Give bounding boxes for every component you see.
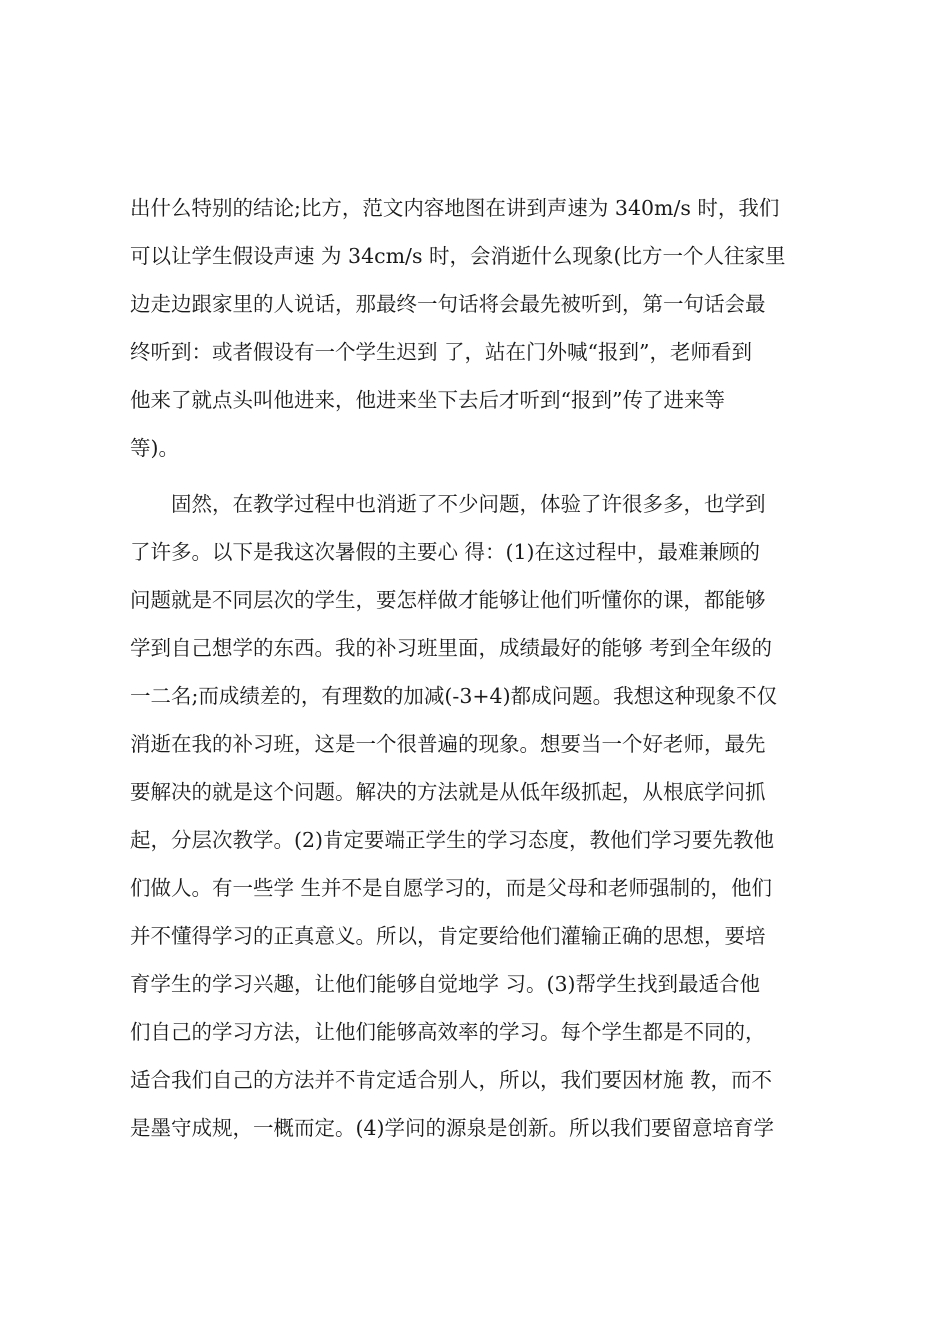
- text-line: 可以让学生假设声速 为 34cm/s 时，会消逝什么现象(比方一个人往家里: [130, 244, 786, 268]
- text-line: 出什么特别的结论;比方，范文内容地图在讲到声速为 340m/s 时，我们: [130, 196, 780, 220]
- text-line: 消逝在我的补习班，这是一个很普遍的现象。想要当一个好老师，最先: [130, 732, 766, 756]
- text-line: 们自己的学习方法，让他们能够高效率的学习。每个学生都是不同的，: [130, 1020, 766, 1044]
- text-line: 了许多。以下是我这次暑假的主要心 得：(1)在这过程中，最难兼顾的: [130, 540, 761, 564]
- text-line: 们做人。有一些学 生并不是自愿学习的，而是父母和老师强制的，他们: [130, 876, 773, 900]
- text-line: 起，分层次教学。(2)肯定要端正学生的学习态度，教他们学习要先教他: [130, 828, 775, 852]
- text-line: 要解决的就是这个问题。解决的方法就是从低年级抓起，从根底学问抓: [130, 780, 766, 804]
- text-line: 一二名;而成绩差的，有理数的加减(-3+4)都成问题。我想这种现象不仅: [130, 684, 778, 708]
- text-line: 边走边跟家里的人说话，那最终一句话将会最先被听到，第一句话会最: [130, 292, 766, 316]
- text-line: 问题就是不同层次的学生，要怎样做才能够让他们听懂你的课，都能够: [130, 588, 766, 612]
- text-line: 是墨守成规，一概而定。(4)学问的源泉是创新。所以我们要留意培育学: [130, 1116, 775, 1140]
- text-line: 他来了就点头叫他进来，他进来坐下去后才听到“报到”传了进来等: [130, 388, 725, 412]
- text-line: 等)。: [130, 436, 179, 460]
- text-line: 育学生的学习兴趣，让他们能够自觉地学 习。(3)帮学生找到最适合他: [130, 972, 761, 996]
- text-line: 固然，在教学过程中也消逝了不少问题，体验了许很多多，也学到: [130, 492, 766, 516]
- text-line: 终听到：或者假设有一个学生迟到 了，站在门外喊“报到”，老师看到: [130, 340, 752, 364]
- text-line: 学到自己想学的东西。我的补习班里面，成绩最好的能够 考到全年级的: [130, 636, 773, 660]
- text-line: 并不懂得学习的正真意义。所以，肯定要给他们灌输正确的思想，要培: [130, 924, 766, 948]
- text-line: 适合我们自己的方法并不肯定适合别人，所以，我们要因材施 教，而不: [130, 1068, 773, 1092]
